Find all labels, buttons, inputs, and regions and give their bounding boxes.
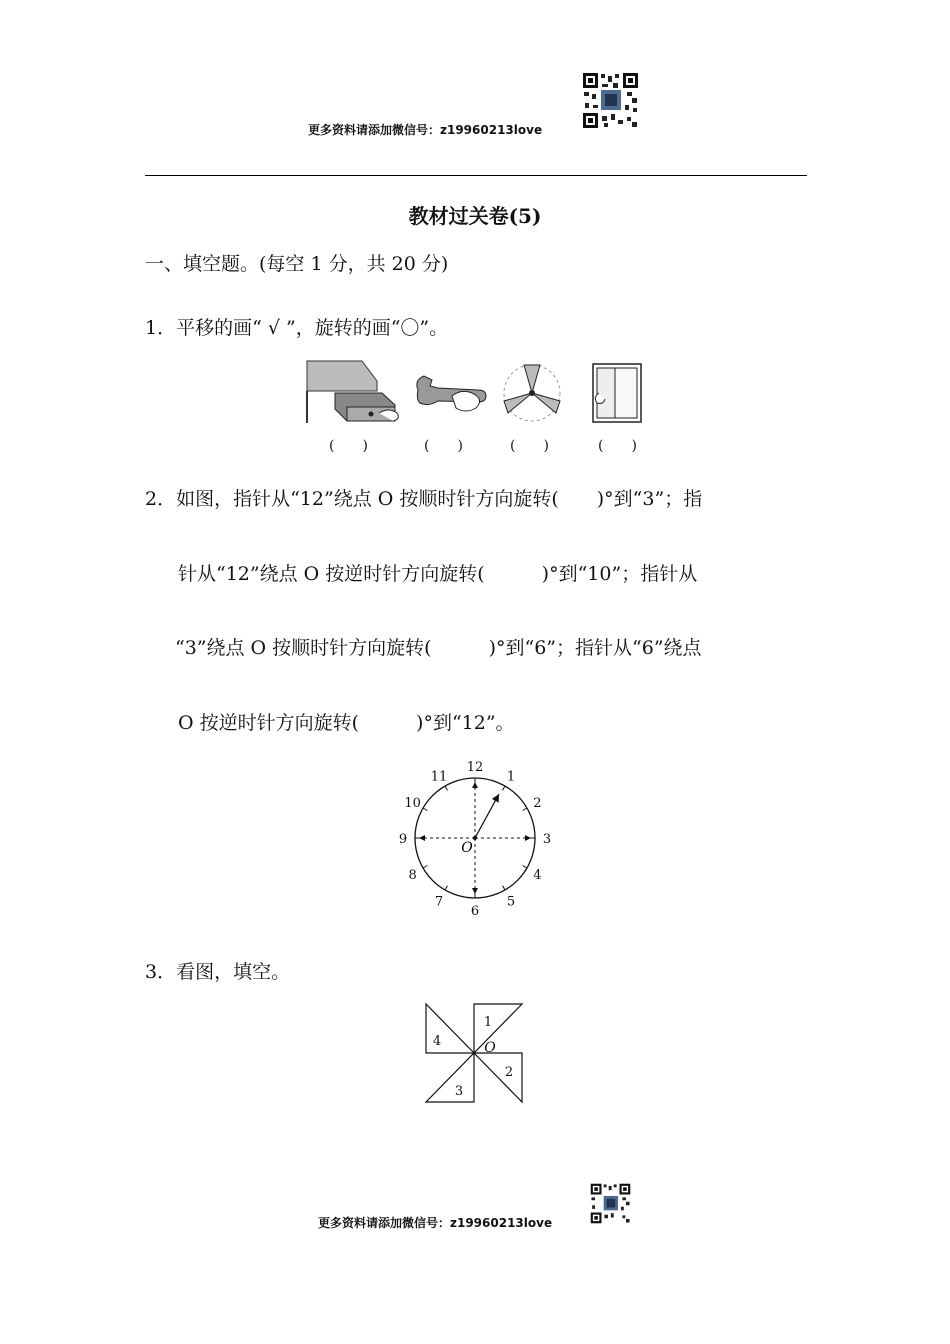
clock-number-3: 3 (542, 832, 552, 847)
pinwheel-label-2: 2 (504, 1065, 514, 1080)
pinwheel-diagram (422, 1003, 526, 1107)
clock-center-label: O (461, 840, 473, 856)
pinwheel-triangle-1 (474, 1004, 522, 1053)
question-2-line-4: O 按逆时针方向旋转( )°到“12”。 (178, 712, 515, 734)
clock-diagram (395, 758, 555, 918)
answer-blank-2[interactable]: ( ) (424, 438, 463, 454)
header-rule (145, 175, 807, 176)
clock-tick (445, 786, 448, 790)
clock-number-9: 9 (398, 832, 408, 847)
question-2-line-2: 针从“12”绕点 O 按逆时针方向旋转( )°到“10”；指针从 (178, 563, 698, 585)
pinwheel-label-1: 1 (483, 1015, 493, 1030)
clock-number-1: 1 (506, 769, 516, 785)
clock-tick (445, 886, 448, 890)
answer-blank-4[interactable]: ( ) (598, 438, 637, 454)
clock-number-4: 4 (533, 868, 542, 883)
clock-tick (523, 866, 527, 869)
clock-number-10: 10 (404, 796, 421, 811)
question-2-line-3: “3”绕点 O 按顺时针方向旋转( )°到“6”；指针从“6”绕点 (175, 637, 702, 659)
clock-tick (503, 886, 506, 890)
clock-tick (503, 786, 506, 790)
question-2-line-1: 2．如图，指针从“12”绕点 O 按顺时针方向旋转( )°到“3”；指 (145, 488, 703, 510)
clock-tick (423, 808, 427, 811)
clock-number-2: 2 (533, 796, 542, 811)
clock-tick (423, 866, 427, 869)
qr-code-icon (590, 1183, 631, 1224)
qr-code-icon (582, 72, 639, 129)
clock-tick (523, 808, 527, 811)
drawer-icon (307, 361, 402, 424)
clock-number-6: 6 (470, 904, 480, 919)
sliding-window-icon (591, 363, 643, 423)
section-heading: 一、填空题。(每空 1 分，共 20 分) (145, 253, 449, 275)
clock-number-5: 5 (506, 894, 516, 910)
clock-number-7: 7 (434, 894, 444, 910)
fan-icon (502, 361, 562, 424)
pinwheel-label-3: 3 (454, 1084, 464, 1099)
pinwheel-label-4: 4 (432, 1034, 442, 1049)
pinwheel-triangle-3 (426, 1053, 474, 1102)
page-title: 教材过关卷(5) (408, 204, 542, 228)
footer-wechat-text: 更多资料请添加微信号：z19960213love (318, 1216, 553, 1230)
question-3-text: 3．看图，填空。 (145, 961, 291, 983)
header-wechat-text: 更多资料请添加微信号：z19960213love (308, 123, 543, 137)
wrench-icon (412, 368, 492, 418)
pinwheel-center-label: O (484, 1040, 496, 1056)
answer-blank-3[interactable]: ( ) (510, 438, 549, 454)
clock-number-11: 11 (430, 769, 448, 785)
clock-number-12: 12 (466, 760, 484, 775)
answer-blank-1[interactable]: ( ) (329, 438, 368, 454)
pinwheel-triangle-2 (474, 1053, 522, 1102)
question-1-text: 1．平移的画“ √ ”，旋转的画“〇”。 (145, 317, 449, 339)
clock-number-8: 8 (408, 868, 417, 883)
